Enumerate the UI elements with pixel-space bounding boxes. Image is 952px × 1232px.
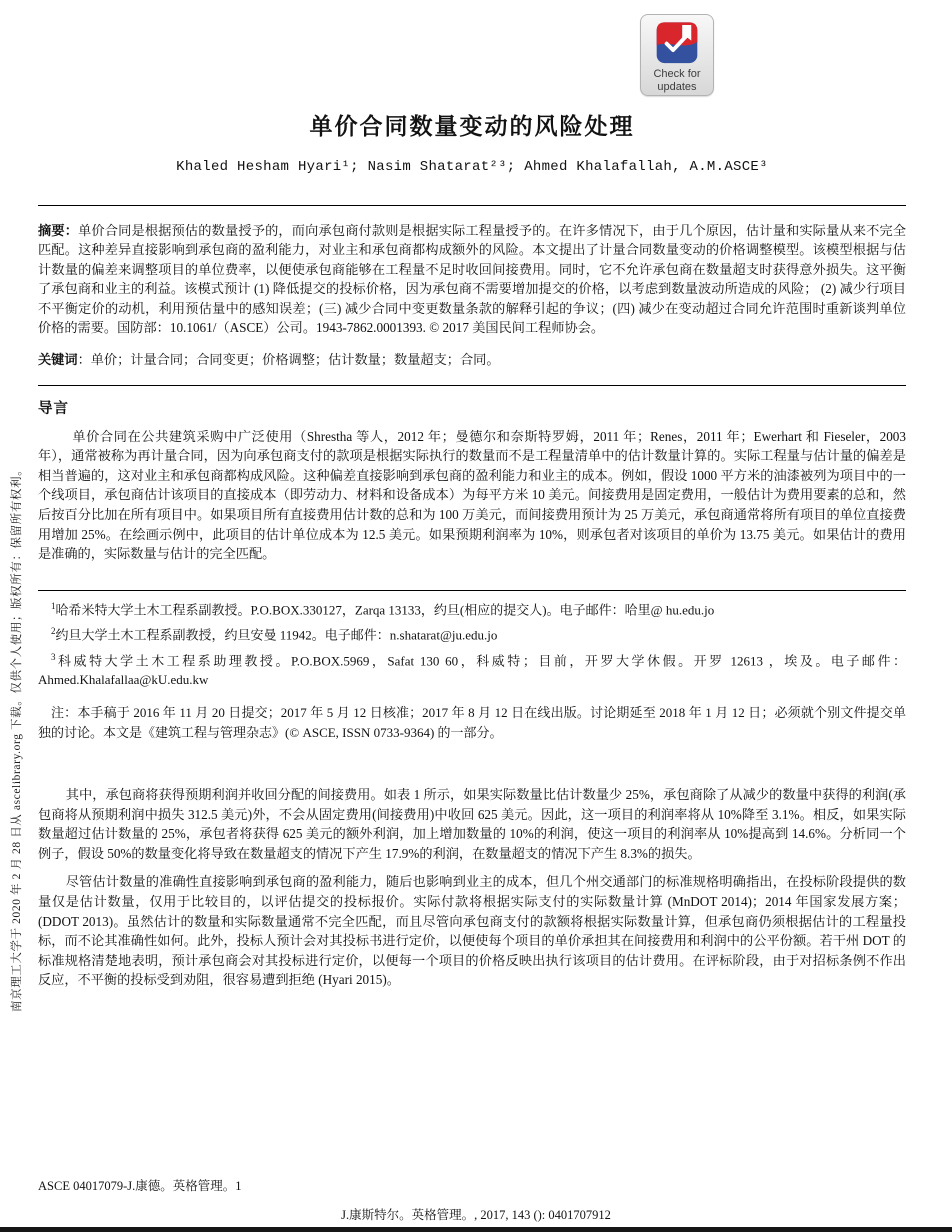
keywords-line [38, 350, 906, 369]
footnote-marker: 1 [51, 600, 56, 611]
footnotes-block [38, 600, 906, 690]
footnote-rule [38, 590, 906, 591]
bottom-edge-bar [0, 1227, 952, 1232]
paper-content [0, 108, 952, 990]
footnote-2 [38, 625, 906, 645]
footnote-text: 科威特大学土木工程系助理教授。P.O.BOX.5969，Safat 130 60，科威特；目前，开罗大学休假。开罗 12613 ，埃及。电子邮件：Ahmed.Khalafallaa@kU.edu.kw [38, 653, 906, 687]
footnote-text: 约旦大学土木工程系副教授，约旦安曼 11942。电子邮件：n.shatarat@ju.edu.jo [55, 627, 498, 643]
check-for-updates-label [653, 68, 700, 96]
authors-line: Khaled Hesham Hyari¹; Nasim Shatarat²³; Ahmed Khalafallah, A.M.ASCE³ [176, 159, 768, 175]
section-gap [38, 742, 906, 776]
body-paragraph-3: 尽管估计数量的准确性直接影响到承包商的盈利能力，随后也影响到业主的成本，但几个州交通部门的标准规格明确指出，在投标阶段提供的数量仅是估计数量，仅用于比较目的，以评估提交的投标报价。实际付款将根据实际支付的实际数量计算 (MnDOT 2014)；2014 年国家发展方案； (DDOT 2013)。虽然估计的数量和实际数量通常不完全匹配，而且尽管向承包商支付的款额将根据实际数量计算，但承包商仍须根据估计的工程量投标，而不论其准确性如何。此外，投标人预计会对其投标书进行定价，以便使每个项目的单价承担其在间接费用和利润中的公平份额。若干州 DOT 的标准规格清楚地表明，预计承包商会对其投标进行定价，以便每一个项目的价格反映出执行该项目的估计费用。在评标阶段，由于对招标条例不作出反应，不平衡的投标受到劝阻，很容易遭到拒绝 (Hyari 2015)。 [38, 874, 906, 988]
page-footer-citation: J.康斯特尔。英格管理。, 2017, 143 (): 0401707912 [341, 1208, 611, 1222]
footnote-3 [38, 651, 906, 689]
paper-title: 单价合同数量变动的风险处理 [309, 114, 635, 139]
download-watermark: 南京理工大学于 2020 年 2 月 28 日从 ascelibrary.org 下载。仅供个人使用；版权所有：保留所有权利。 [11, 463, 23, 1012]
crossmark-icon [656, 22, 698, 64]
footnote-text: 哈希米特大学土木工程系副教授。P.O.BOX.330127，Zarqa 13133，约旦(相应的提交人)。电子邮件：哈里@ hu.edu.jo [55, 601, 715, 617]
keywords-label: 关键词 [38, 352, 78, 368]
footnote-1 [38, 600, 906, 620]
manuscript-note: 注：本手稿于 2016 年 11 月 20 日提交；2017 年 5 月 12 日核准；2017 年 8 月 12 日在线出版。讨论期延至 2018 年 1 月 12 日；必须就个别文件提交单独的讨论。本文是《建筑工程与管理杂志》(© ASCE, ISSN 0733-9364) 的一部分。 [38, 705, 906, 740]
keywords-separator: ： [77, 352, 91, 368]
keywords-bottom-rule [38, 385, 906, 386]
footnote-marker: 3 [51, 652, 56, 663]
body-paragraph-2: 其中，承包商将获得预期利润并收回分配的间接费用。如表 1 所示，如果实际数量比估计数量少 25%，承包商除了从减少的数量中获得的利润(承包商将从预期利润中损失 312.5 美元)外，不会从固定费用(间接费用)中收回 625 美元。因此，这一项目的利润率将从 10%降至 3.1%。相反，如果实际数量超过估计数量的 25%，承包者将获得 625 美元的额外利润，加上增加数量的 10%的利润，使这一项目的利润率从 10%提高到 14.6%。分析同一个例子，假设 50%的数量变化将导致在数量超支的情况下产生 17.9%的利润，在数量超支的情况下产生 8.3%的损失。 [38, 787, 906, 861]
badge-label-line2: updates [657, 81, 697, 94]
abstract-label: 摘要： [38, 223, 79, 238]
abstract-paragraph [38, 221, 906, 337]
badge-label-line1: Check for [653, 67, 701, 80]
keywords-text: 单价；计量合同；合同变更；价格调整；估计数量；数量超支；合同。 [90, 352, 500, 368]
introduction-heading: 导言 [38, 400, 69, 417]
footnote-marker: 2 [51, 626, 56, 637]
abstract-top-rule [38, 205, 906, 206]
page-footer-left: ASCE 04017079-J.康德。英格管理。1 [38, 1179, 242, 1193]
introduction-paragraph: 单价合同在公共建筑采购中广泛使用（Shrestha 等人，2012 年；曼德尔和奈斯特罗姆，2011 年；Renes，2011 年；Ewerhart 和 Fieseler，2003 年），通常被称为再计量合同，因为向承包商支付的款项是根据实际执行的数量而不是工程量清单中的估计数量计算的。实际工程量与估计量的偏差是相当普遍的，这对业主和承包商都构成风险。这种偏差直接影响到承包商的盈利能力和业主的成本。例如，假设 1000 平方米的油漆被列为项目中的一个线项目，承包商估计该项目的直接成本（即劳动力、材料和设备成本）为每平方米 10 美元。间接费用是固定费用，一般估计为费用要素的总和，然后按百分比加在所有项目中。如果项目所有直接费用估计数的总和为 100 万美元，而间接费用预计为 25 万美元，承包商通常将所有项目的单位直接费用增加 25%。在绘画示例中，此项目的估计单位成本为 12.5 美元。如果预期利润率为 10%，则承包者对该项目的单价为 13.75 美元。如果估计的费用是准确的，实际数量与估计的完全匹配。 [38, 428, 906, 562]
check-for-updates-badge[interactable] [640, 14, 714, 96]
abstract-text: 单价合同是根据预估的数量授予的，而向承包商付款则是根据实际工程量授予的。在许多情况下，由于几个原因，估计量和实际量从来不完全匹配。这种差异直接影响到承包商的盈利能力，对业主和承包商都构成额外的风险。本文提出了计量合同数量变动的价格调整模型。该模型根据与估计数量的偏差来调整项目的单位费率，以便使承包商能够在工程量不足时收回间接费用。同时，它不允许承包商在数量超支时获得意外损失。这平衡了承包商和业主的利益。该模式预计 (1) 降低提交的投标价格，因为承包商不需要增加提交的价格，以考虑到数量波动所造成的风险； (2) 减少行项目不平衡定价的动机，利用预估量中的感知误差；(三) 减少合同中变更数量条款的解释引起的争议；(四) 减少在变动超过合同允许范围时重新谈判单位价格的需要。国防部：10.1061/（ASCE）公司。1943-7862.0001393. © 2017 美国民间工程师协会。 [38, 223, 907, 336]
